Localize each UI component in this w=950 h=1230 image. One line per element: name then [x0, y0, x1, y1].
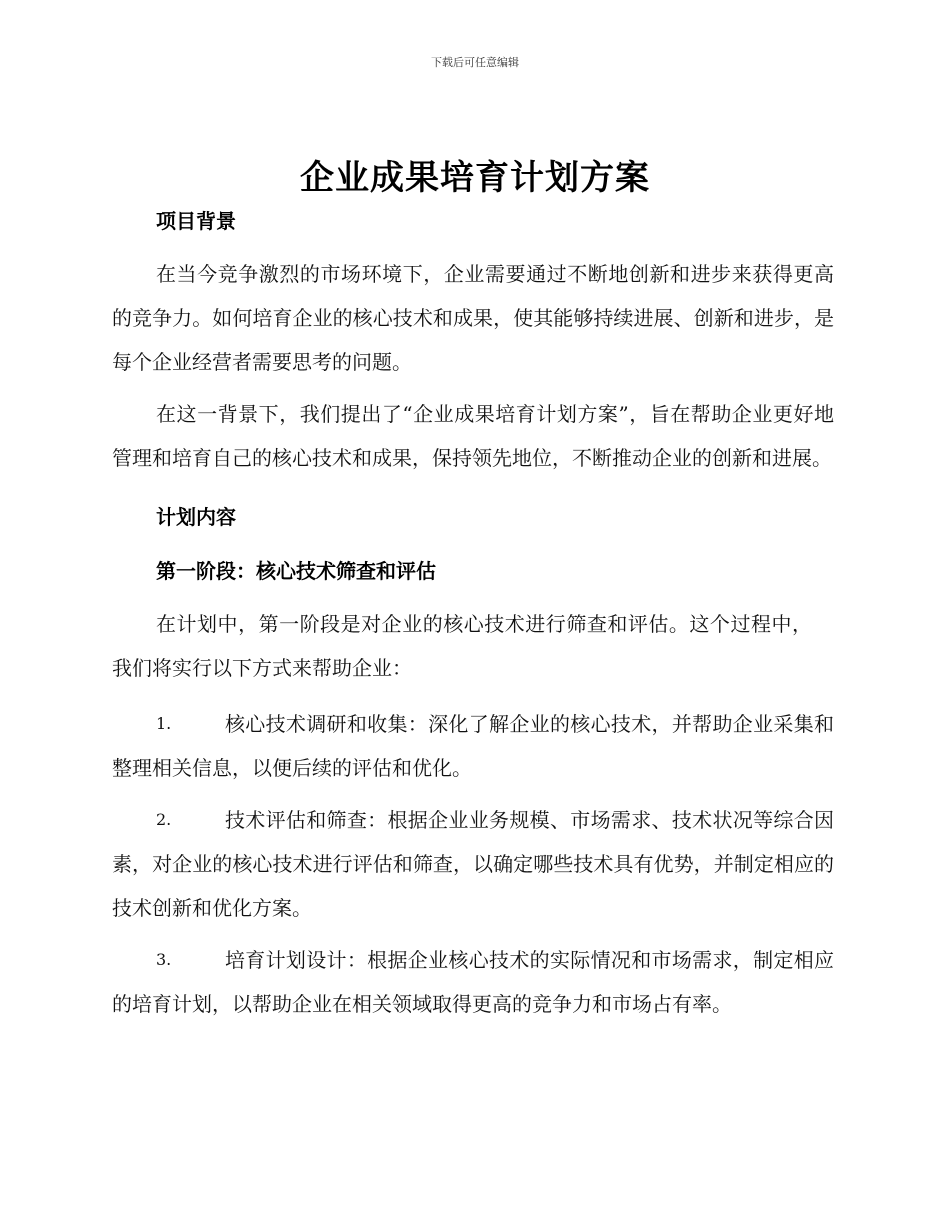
list-item-text: 技术评估和筛查：根据企业业务规模、市场需求、技术状况等综合因素，对企业的核心技术进行评估和筛查，以确定哪些技术具有优势，并制定相应的技术创新和优化方案。 [112, 808, 834, 920]
document-body [112, 200, 834, 1026]
document-title: 企业成果培育计划方案 [300, 158, 650, 198]
section-heading-background: 项目背景 [156, 209, 236, 233]
phase1-heading: 第一阶段：核心技术筛查和评估 [156, 559, 436, 583]
list-item-number: 3. [156, 950, 172, 969]
background-paragraph-2: 在这一背景下，我们提出了“企业成果培育计划方案”，旨在帮助企业更好地管理和培育自己的核心技术和成果，保持领先地位，不断推动企业的创新和进展。 [112, 402, 834, 470]
list-item-text: 培育计划设计：根据企业核心技术的实际情况和市场需求，制定相应的培育计划，以帮助企业在相关领域取得更高的竞争力和市场占有率。 [112, 948, 834, 1016]
section-heading-plan: 计划内容 [156, 505, 236, 529]
list-item [112, 938, 834, 1026]
header-note: 下载后可任意编辑 [431, 56, 519, 69]
list-item [112, 798, 834, 930]
list-item [112, 702, 834, 790]
list-item-number: 2. [156, 810, 172, 829]
list-item-text: 核心技术调研和收集：深化了解企业的核心技术，并帮助企业采集和整理相关信息，以便后续的评估和优化。 [112, 712, 834, 780]
background-paragraph-1: 在当今竞争激烈的市场环境下，企业需要通过不断地创新和进步来获得更高的竞争力。如何培育企业的核心技术和成果，使其能够持续进展、创新和进步，是每个企业经营者需要思考的问题。 [112, 262, 834, 374]
phase1-intro-paragraph: 在计划中，第一阶段是对企业的核心技术进行筛查和评估。这个过程中，我们将实行以下方式来帮助企业： [112, 612, 812, 680]
list-item-number: 1. [156, 714, 172, 733]
